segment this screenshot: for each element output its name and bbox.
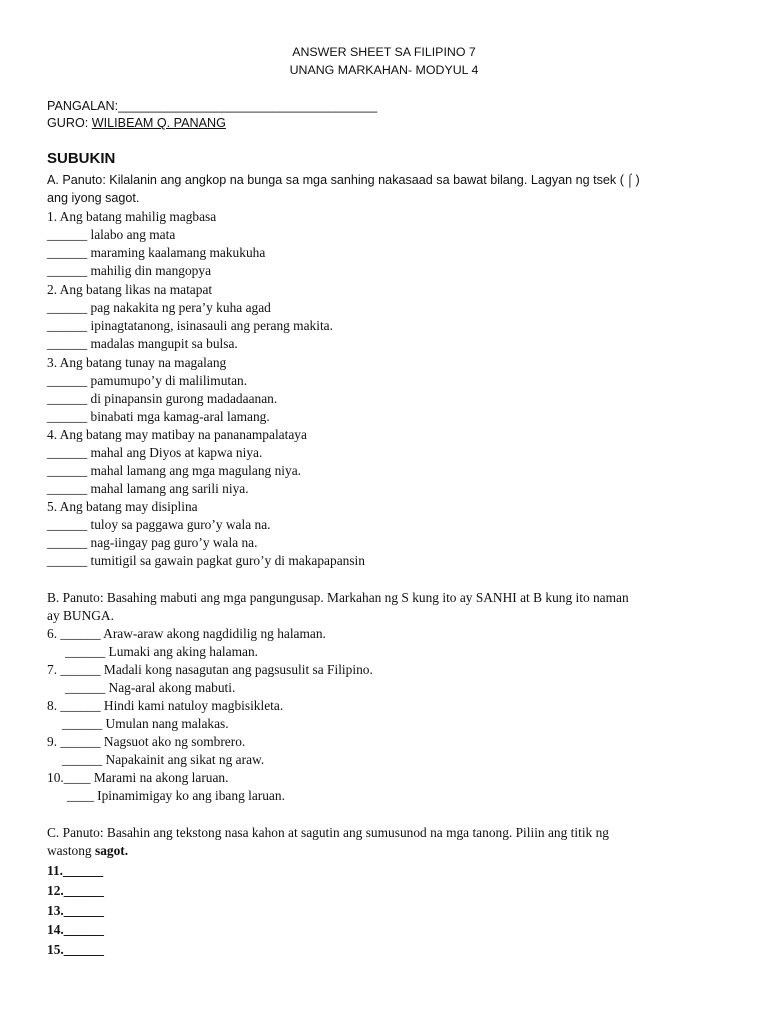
sheet-subtitle: UNANG MARKAHAN- MODYUL 4 [289,63,479,77]
teacher-name: WILIBEAM Q. PANANG [91,116,226,130]
item-7-line-a: 7. ______ Madali kong nasagutan ang pagsusulit sa Filipino. [47,662,373,677]
part-b-instruction: B. Panuto: Basahing mabuti ang mga pangungusap. Markahan ng S kung ito ay SANHI at B kung ito naman [47,590,629,605]
item-2-question: 2. Ang batang likas na matapat [47,282,213,297]
name-blank: _____________________________________ [118,99,378,113]
item-2-choice-3: ______ madalas mangupit sa bulsa. [47,336,238,351]
check-icon: ⌠ [625,173,634,187]
part-c-instruction: C. Panuto: Basahin ang tekstong nasa kahon at sagutin ang sumusunod na mga tanong. Piliin ang titik ng [47,825,609,840]
item-9-line-b: ______ Napakainit ang sikat ng araw. [62,752,265,767]
item-5-choice-2: ______ nag-iingay pag guro’y wala na. [47,535,258,550]
item-1-choice-3: ______ mahilig din mangopya [47,263,212,278]
item-4-choice-3: ______ mahal lamang ang sarili niya. [47,481,249,496]
item-1-question: 1. Ang batang mahilig magbasa [47,209,217,224]
answer-14: 14.______ [47,922,104,937]
name-line [47,98,377,114]
item-6-line-a: 6. ______ Araw-araw akong nagdidilig ng halaman. [47,626,326,641]
item-3-choice-1: ______ pamumupo’y di malilimutan. [47,373,248,388]
part-c-instruction-cont: wastong sagot. [47,843,129,858]
part-a-instruction-cont: ang iyong sagot. [47,191,140,205]
item-2-choice-1: ______ pag nakakita ng pera’y kuha agad [47,300,271,315]
item-4-choice-1: ______ mahal ang Diyos at kapwa niya. [47,445,263,460]
part-a-instruction: A. Panuto: Kilalanin ang angkop na bunga sa mga sanhing nakasaad sa bawat bilang. Lagyan ng tsek ( ⌠ ) [47,173,640,187]
item-1-choice-1: ______ lalabo ang mata [47,227,176,242]
part-b-instruction-cont: ay BUNGA. [47,608,114,623]
name-label: PANGALAN: [47,99,119,113]
item-3-question: 3. Ang batang tunay na magalang [47,355,227,370]
item-3-choice-2: ______ di pinapansin gurong madadaanan. [47,391,278,406]
answer-15: 15.______ [47,942,104,957]
answer-13: 13.______ [47,903,104,918]
item-3-choice-3: ______ binabati mga kamag-aral lamang. [47,409,270,424]
item-7-line-b: ______ Nag-aral akong mabuti. [65,680,236,695]
answer-12: 12.______ [47,883,104,898]
item-6-line-b: ______ Lumaki ang aking halaman. [65,644,259,659]
item-4-question: 4. Ang batang may matibay na pananampalataya [47,427,307,442]
item-5-choice-3: ______ tumitigil sa gawain pagkat guro’y di makapapansin [47,553,365,568]
item-8-line-a: 8. ______ Hindi kami natuloy magbisikleta. [47,698,284,713]
item-8-line-b: ______ Umulan nang malakas. [62,716,229,731]
item-1-choice-2: ______ maraming kaalamang makukuha [47,245,266,260]
teacher-line [47,115,226,131]
section-title: SUBUKIN [47,150,116,167]
item-2-choice-2: ______ ipinagtatanong, isinasauli ang perang makita. [47,318,333,333]
item-5-question: 5. Ang batang may disiplina [47,499,198,514]
item-10-line-a: 10.____ Marami na akong laruan. [47,770,229,785]
item-4-choice-2: ______ mahal lamang ang mga magulang niya. [47,463,301,478]
answer-11: 11.______ [47,863,104,878]
item-9-line-a: 9. ______ Nagsuot ako ng sombrero. [47,734,246,749]
item-10-line-b: ____ Ipinamimigay ko ang ibang laruan. [67,788,285,803]
sheet-title: ANSWER SHEET SA FILIPINO 7 [292,45,476,59]
teacher-label: GURO: [47,116,89,130]
item-5-choice-1: ______ tuloy sa paggawa guro’y wala na. [47,517,271,532]
